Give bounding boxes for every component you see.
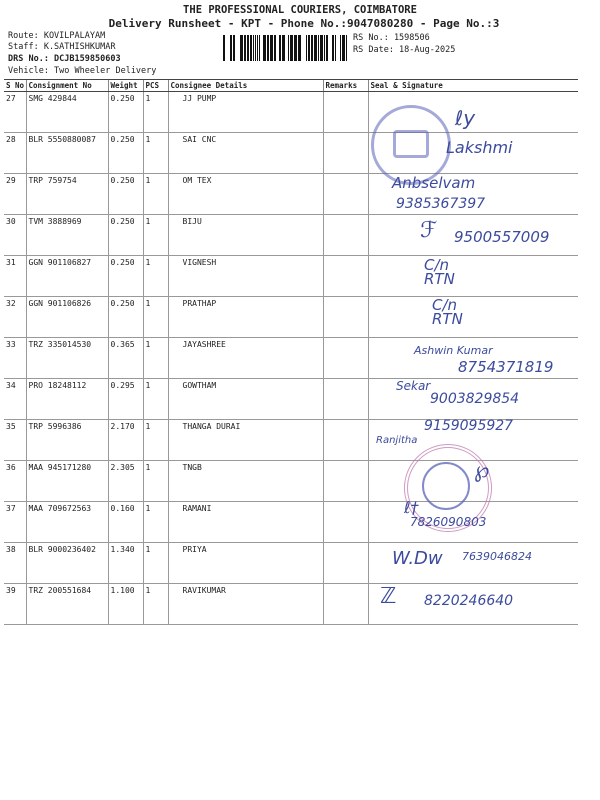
- signature-38-phone: 7639046824: [462, 550, 532, 563]
- sai-cnc-seal: [371, 105, 451, 185]
- signature-33-phone: 8754371819: [458, 358, 554, 376]
- col-consignment: Consignment No: [26, 80, 108, 92]
- signature-28: Lakshmi: [446, 138, 513, 157]
- signature-32: C/n RTN: [432, 296, 463, 328]
- row-remarks: [323, 256, 368, 297]
- row-consignee: JAYASHREE: [168, 338, 323, 379]
- row-pcs: 1: [143, 174, 168, 215]
- row-consignment: TRZ 335014530: [26, 338, 108, 379]
- row-sno: 27: [4, 92, 26, 133]
- row-weight: 0.250: [108, 297, 143, 338]
- row-consignee: JJ PUMP: [168, 92, 323, 133]
- row-weight: 0.250: [108, 174, 143, 215]
- signature-35-phone: 9159095927: [424, 418, 514, 434]
- col-signature: Seal & Signature: [368, 80, 578, 92]
- signature-30-mark: ℱ: [420, 218, 438, 243]
- row-pcs: 1: [143, 297, 168, 338]
- row-consignee: GOWTHAM: [168, 379, 323, 420]
- col-consignee: Consignee Details: [168, 80, 323, 92]
- col-weight: Weight: [108, 80, 143, 92]
- row-remarks: [323, 379, 368, 420]
- signature-30-phone: 9500557009: [454, 228, 550, 246]
- row-weight: 0.250: [108, 256, 143, 297]
- row-sno: 31: [4, 256, 26, 297]
- signature-37-mark: ℓ†: [404, 498, 419, 517]
- signature-35-name: Ranjitha: [376, 435, 418, 446]
- row-pcs: 1: [143, 584, 168, 625]
- row-remarks: [323, 92, 368, 133]
- rs-number: RS No.: 1598506: [353, 33, 430, 43]
- row-pcs: 1: [143, 461, 168, 502]
- row-weight: 1.340: [108, 543, 143, 584]
- row-weight: 2.305: [108, 461, 143, 502]
- table-row: [4, 174, 578, 215]
- row-consignee: VIGNESH: [168, 256, 323, 297]
- row-weight: 0.250: [108, 133, 143, 174]
- row-consignment: TVM 3888969: [26, 215, 108, 256]
- row-weight: 1.100: [108, 584, 143, 625]
- row-consignment: TRZ 200551684: [26, 584, 108, 625]
- row-consignment: GGN 901106826: [26, 297, 108, 338]
- table-row: [4, 256, 578, 297]
- row-consignee: SAI CNC: [168, 133, 323, 174]
- row-consignee: RAMANI: [168, 502, 323, 543]
- row-consignment: PRO 18248112: [26, 379, 108, 420]
- row-consignment: TRP 759754: [26, 174, 108, 215]
- row-remarks: [323, 543, 368, 584]
- signature-31: C/n RTN: [424, 256, 455, 288]
- row-sno: 38: [4, 543, 26, 584]
- row-remarks: [323, 502, 368, 543]
- col-sno: S No: [6, 81, 25, 90]
- signature-39-phone: 8220246640: [424, 593, 514, 609]
- row-sno: 37: [4, 502, 26, 543]
- row-consignee: BIJU: [168, 215, 323, 256]
- row-remarks: [323, 215, 368, 256]
- row-pcs: 1: [143, 92, 168, 133]
- row-sno: 33: [4, 338, 26, 379]
- drs-number: DRS No.: DCJB159850603: [8, 54, 121, 64]
- route-label: Route: KOVILPALAYAM: [8, 31, 106, 41]
- row-consignment: SMG 429844: [26, 92, 108, 133]
- row-remarks: [323, 133, 368, 174]
- row-remarks: [323, 338, 368, 379]
- row-pcs: 1: [143, 379, 168, 420]
- rs-date: RS Date: 18-Aug-2025: [353, 45, 456, 55]
- row-weight: 2.170: [108, 420, 143, 461]
- row-consignee: TNGB: [168, 461, 323, 502]
- row-weight: 0.250: [108, 215, 143, 256]
- signature-34-phone: 9003829854: [430, 391, 520, 407]
- row-sno: 39: [4, 584, 26, 625]
- row-signature: [368, 256, 578, 297]
- table-row: [4, 461, 578, 502]
- row-consignee: PRATHAP: [168, 297, 323, 338]
- row-pcs: 1: [143, 543, 168, 584]
- col-pcs: PCS: [143, 80, 168, 92]
- table-header-row: [4, 80, 578, 92]
- row-sno: 28: [4, 133, 26, 174]
- row-consignment: MAA 945171280: [26, 461, 108, 502]
- row-sno: 36: [4, 461, 26, 502]
- row-sno: 29: [4, 174, 26, 215]
- row-consignee: THANGA DURAI: [168, 420, 323, 461]
- row-remarks: [323, 461, 368, 502]
- row-consignee: RAVIKUMAR: [168, 584, 323, 625]
- row-consignment: BLR 9000236402: [26, 543, 108, 584]
- signature-37-phone: 7826090803: [410, 515, 487, 529]
- table-row: [4, 92, 578, 133]
- row-pcs: 1: [143, 338, 168, 379]
- row-remarks: [323, 174, 368, 215]
- signature-29-phone: 9385367397: [396, 196, 486, 212]
- row-remarks: [323, 420, 368, 461]
- row-consignee: PRIYA: [168, 543, 323, 584]
- row-pcs: 1: [143, 133, 168, 174]
- row-weight: 0.295: [108, 379, 143, 420]
- vehicle-label: Vehicle: Two Wheeler Delivery: [8, 66, 157, 76]
- row-consignee: OM TEX: [168, 174, 323, 215]
- staff-label: Staff: K.SATHISHKUMAR: [8, 42, 116, 52]
- signature-29-name: Anbselvam: [392, 174, 476, 192]
- row-consignment: BLR 5550880087: [26, 133, 108, 174]
- row-weight: 0.365: [108, 338, 143, 379]
- col-remarks: Remarks: [323, 80, 368, 92]
- signature-38-name: W.Dw: [392, 548, 443, 569]
- signature-36: ℘: [474, 458, 490, 483]
- row-remarks: [323, 584, 368, 625]
- row-weight: 0.160: [108, 502, 143, 543]
- row-sno: 30: [4, 215, 26, 256]
- row-remarks: [323, 297, 368, 338]
- row-signature: [368, 297, 578, 338]
- table-row: [4, 502, 578, 543]
- signature-33-name: Ashwin Kumar: [414, 344, 493, 357]
- row-sno: 34: [4, 379, 26, 420]
- table-row: [4, 297, 578, 338]
- row-pcs: 1: [143, 420, 168, 461]
- row-consignment: MAA 709672563: [26, 502, 108, 543]
- company-title: THE PROFESSIONAL COURIERS, COIMBATORE: [183, 4, 417, 16]
- row-consignment: GGN 901106827: [26, 256, 108, 297]
- signature-34-name: Sekar: [396, 379, 431, 393]
- table-row: [4, 543, 578, 584]
- row-sno: 32: [4, 297, 26, 338]
- row-sno: 35: [4, 420, 26, 461]
- signature-27: ℓy: [455, 106, 476, 130]
- row-weight: 0.250: [108, 92, 143, 133]
- row-consignment: TRP 5996386: [26, 420, 108, 461]
- row-pcs: 1: [143, 256, 168, 297]
- signature-39-mark: ℤ: [380, 584, 397, 609]
- row-pcs: 1: [143, 502, 168, 543]
- row-pcs: 1: [143, 215, 168, 256]
- runsheet-title: Delivery Runsheet - KPT - Phone No.:9047080280 - Page No.:3: [108, 17, 500, 30]
- barcode: [223, 35, 349, 61]
